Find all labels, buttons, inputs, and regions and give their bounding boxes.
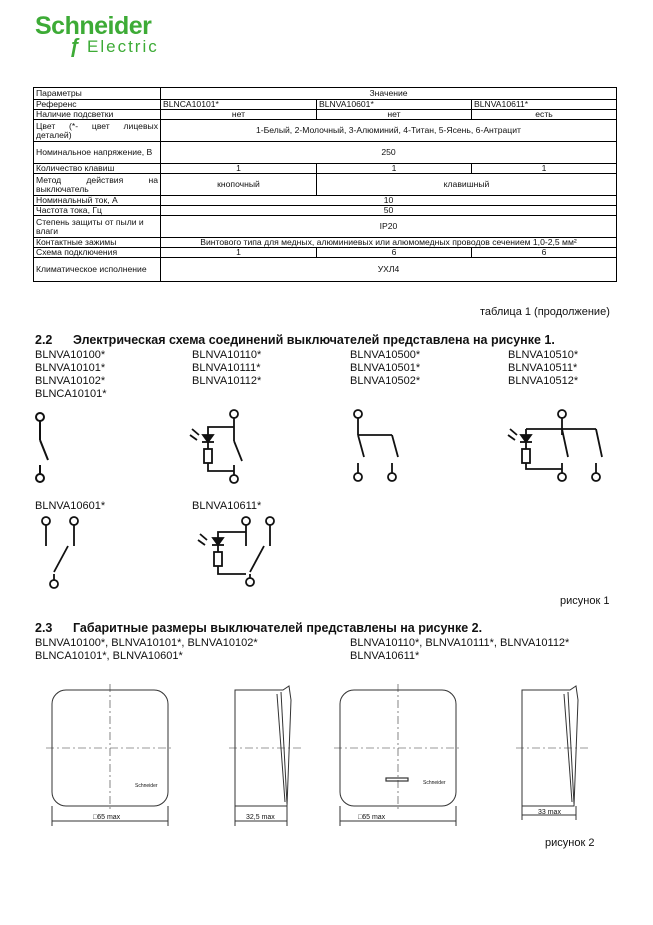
row-label: Номинальное напряжение, В [34, 142, 161, 164]
ref-group-3 [350, 349, 420, 388]
table-row [34, 100, 617, 110]
front-view-1 [40, 680, 180, 828]
table-row [34, 88, 617, 100]
figure1-caption: рисунок 1 [560, 595, 610, 607]
section-22-title: Электрическая схема соединений выключателей представлена на рисунке 1. [73, 333, 555, 347]
cell: 6 [317, 248, 472, 258]
cell: нет [161, 110, 317, 120]
ref-item: BLNVA10102* [35, 375, 106, 387]
section-23-number: 2.3 [35, 621, 53, 635]
logo-line1: Schneider [35, 12, 152, 40]
row-label: Степень защиты от пыли и влаги [34, 216, 161, 238]
ref-item: BLNVA10501* [350, 362, 421, 374]
dim-right-line1: BLNVA10110*, BLNVA10111*, BLNVA10112* [350, 637, 570, 649]
cell: Винтового типа для медных, алюминиевых или алюмомедных проводов сечением 1,0-2,5 мм² [161, 238, 617, 248]
ref-item: BLNVA10112* [192, 375, 262, 387]
schema-two-way-illuminated-switch [190, 512, 280, 592]
ref-10601: BLNVA10601* [35, 500, 106, 512]
header-param: Параметры [34, 88, 161, 100]
cell: 1 [161, 248, 317, 258]
table-row [34, 258, 617, 282]
figure2-caption: рисунок 2 [545, 837, 595, 849]
cell: 1 [161, 164, 317, 174]
row-label: Количество клавиш [34, 164, 161, 174]
cell: клавишный [317, 174, 617, 196]
table-row [34, 120, 617, 142]
header-value: Значение [161, 88, 617, 100]
ref-item: BLNVA10100* [35, 349, 106, 361]
device-brand: Schneider [135, 783, 158, 789]
cell: 250 [161, 142, 617, 164]
cell: есть [472, 110, 617, 120]
dim-side2: 33 max [538, 809, 561, 816]
side-view-2 [512, 680, 592, 828]
cell: BLNVA10611* [472, 100, 617, 110]
table-row [34, 238, 617, 248]
row-label: Контактные зажимы [34, 238, 161, 248]
table-row [34, 110, 617, 120]
dim-left-line2: BLNCA10101*, BLNVA10601* [35, 650, 183, 662]
table-row [34, 206, 617, 216]
table-row [34, 216, 617, 238]
cell: 1 [317, 164, 472, 174]
row-label: Наличие подсветки [34, 110, 161, 120]
table-row [34, 174, 617, 196]
ref-item: BLNVA10510* [508, 349, 579, 361]
cell: BLNVA10601* [317, 100, 472, 110]
cell: 1-Белый, 2-Молочный, 3-Алюминий, 4-Титан, 5-Ясень, 6-Антрацит [161, 120, 617, 142]
ref-10611: BLNVA10611* [192, 500, 262, 512]
logo-line2: Electric [87, 37, 159, 56]
row-label: Метод действия на выключатель [34, 174, 161, 196]
section-23-title: Габаритные размеры выключателей представлены на рисунке 2. [73, 621, 483, 635]
row-label: Схема подключения [34, 248, 161, 258]
row-label: Номинальный ток, А [34, 196, 161, 206]
table-row [34, 248, 617, 258]
cell: 50 [161, 206, 617, 216]
cell: IP20 [161, 216, 617, 238]
ref-item: BLNVA10512* [508, 375, 579, 387]
ref-item: BLNVA10111* [192, 362, 261, 374]
row-label: Цвет (*- цвет лицевых деталей) [34, 120, 161, 142]
ref-item: BLNVA10110* [192, 349, 262, 361]
cell: 10 [161, 196, 617, 206]
section-22-number: 2.2 [35, 333, 53, 347]
side-view-1 [225, 680, 305, 828]
schema-single-switch [28, 408, 58, 488]
schema-illuminated-switch [186, 405, 248, 489]
table-row [34, 164, 617, 174]
schneider-logo [35, 12, 195, 58]
row-label: Климатическое исполнение [34, 258, 161, 282]
ref-item: BLNVA10502* [350, 375, 421, 387]
front-view-2 [328, 680, 468, 828]
cell: кнопочный [161, 174, 317, 196]
dim-front1: □65 max [93, 814, 121, 821]
ref-item: BLNVA10511* [508, 362, 578, 374]
cell: 1 [472, 164, 617, 174]
ref-group-1 [35, 349, 107, 401]
schema-double-illuminated-switch [500, 405, 610, 489]
schema-two-way-switch [38, 512, 88, 592]
ref-item: BLNCA10101* [35, 388, 107, 400]
ref-group-2 [192, 349, 261, 388]
dim-right-line2: BLNVA10611* [350, 650, 420, 662]
cell: BLNCA10101* [161, 100, 317, 110]
ref-item: BLNVA10500* [350, 349, 421, 361]
dim-side1: 32,5 max [246, 814, 275, 821]
dim-left-line1: BLNVA10100*, BLNVA10101*, BLNVA10102* [35, 637, 258, 649]
row-label: Референс [34, 100, 161, 110]
table-caption: таблица 1 (продолжение) [480, 306, 610, 318]
table-row [34, 142, 617, 164]
table-row [34, 196, 617, 206]
schema-double-switch [342, 405, 412, 489]
ref-item: BLNVA10101* [35, 362, 106, 374]
cell: 6 [472, 248, 617, 258]
cell: нет [317, 110, 472, 120]
logo-mark: ƒ [69, 36, 81, 58]
cell: УХЛ4 [161, 258, 617, 282]
row-label: Частота тока, Гц [34, 206, 161, 216]
ref-group-4 [508, 349, 578, 388]
dim-front2: □65 max [358, 814, 386, 821]
spec-table [33, 87, 617, 282]
device-brand-2: Schneider [423, 780, 446, 786]
